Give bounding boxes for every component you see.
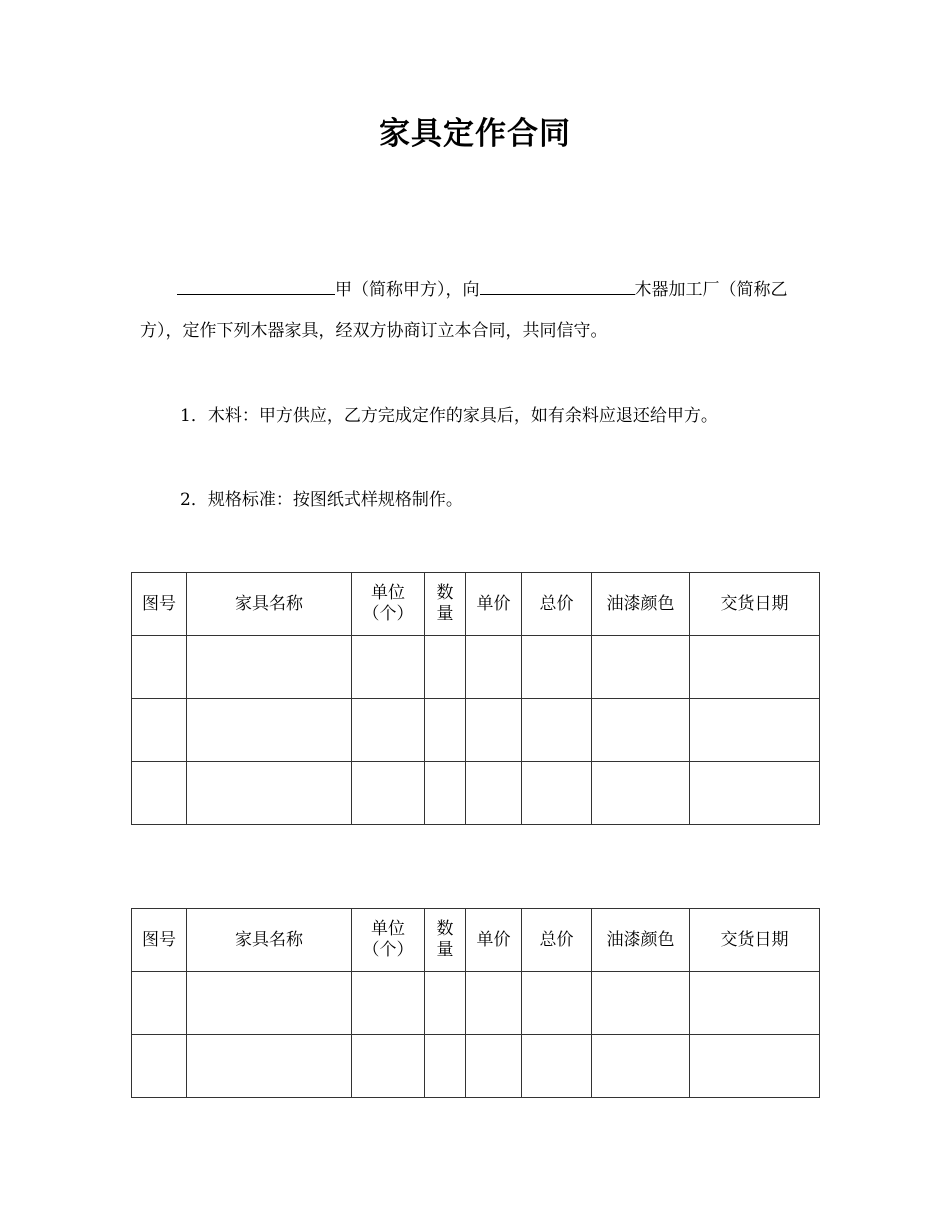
furniture-table-2 — [131, 908, 820, 1098]
header-total-price: 总价 — [522, 909, 592, 972]
table-row — [132, 972, 820, 1035]
table-header-row — [132, 573, 820, 636]
table-cell[interactable] — [132, 762, 187, 825]
header-unit — [352, 573, 425, 636]
header-unit-price: 单价 — [466, 909, 522, 972]
table-cell[interactable] — [466, 762, 522, 825]
table-cell[interactable] — [352, 762, 425, 825]
table-cell[interactable] — [187, 636, 352, 699]
table-header-row — [132, 909, 820, 972]
table-cell[interactable] — [132, 636, 187, 699]
header-quantity — [425, 909, 466, 972]
table-cell[interactable] — [592, 762, 690, 825]
table-row — [132, 762, 820, 825]
table-cell[interactable] — [592, 1035, 690, 1098]
table-row — [132, 699, 820, 762]
header-unit-line2: （个） — [362, 940, 414, 960]
table-cell[interactable] — [522, 762, 592, 825]
table-cell[interactable] — [352, 972, 425, 1035]
header-unit-line1: 单位 — [371, 583, 405, 603]
table-cell[interactable] — [352, 699, 425, 762]
header-total-price: 总价 — [522, 573, 592, 636]
table-row — [132, 636, 820, 699]
table-cell[interactable] — [187, 762, 352, 825]
table-cell[interactable] — [522, 699, 592, 762]
party-b-blank[interactable] — [480, 276, 635, 295]
table-cell[interactable] — [522, 636, 592, 699]
table-cell[interactable] — [132, 972, 187, 1035]
table-cell[interactable] — [466, 972, 522, 1035]
table-cell[interactable] — [352, 1035, 425, 1098]
header-unit-price: 单价 — [466, 573, 522, 636]
table-cell[interactable] — [466, 636, 522, 699]
party-a-label: 甲（简称甲方），向 — [335, 280, 480, 300]
table-cell[interactable] — [187, 972, 352, 1035]
header-unit-line1: 单位 — [371, 919, 405, 939]
table-cell[interactable] — [592, 636, 690, 699]
table-cell[interactable] — [132, 699, 187, 762]
table-cell[interactable] — [690, 1035, 820, 1098]
furniture-table-1 — [131, 572, 820, 825]
table-cell[interactable] — [690, 972, 820, 1035]
table-cell[interactable] — [690, 699, 820, 762]
table-cell[interactable] — [690, 762, 820, 825]
table-cell[interactable] — [425, 762, 466, 825]
header-paint-color: 油漆颜色 — [592, 909, 690, 972]
party-a-blank[interactable] — [177, 276, 335, 295]
table-cell[interactable] — [425, 636, 466, 699]
table-cell[interactable] — [690, 636, 820, 699]
header-unit — [352, 909, 425, 972]
header-drawing-no: 图号 — [132, 573, 187, 636]
table-cell[interactable] — [592, 972, 690, 1035]
table-cell[interactable] — [425, 972, 466, 1035]
header-qty-line1: 数 — [436, 919, 454, 939]
party-b-label: 木器加工厂（简称乙 — [634, 280, 788, 300]
table-cell[interactable] — [466, 699, 522, 762]
header-quantity — [425, 573, 466, 636]
table-cell[interactable] — [132, 1035, 187, 1098]
intro-line-2: 方），定作下列木器家具，经双方协商订立本合同，共同信守。 — [140, 321, 608, 341]
table-row — [132, 1035, 820, 1098]
clause-2: 2．规格标准：按图纸式样规格制作。 — [180, 490, 463, 510]
document-title: 家具定作合同 — [379, 116, 571, 152]
header-drawing-no: 图号 — [132, 909, 187, 972]
table-cell[interactable] — [522, 1035, 592, 1098]
table-cell[interactable] — [592, 699, 690, 762]
header-unit-line2: （个） — [362, 604, 414, 624]
intro-line-1 — [177, 276, 788, 302]
header-furniture-name: 家具名称 — [187, 573, 352, 636]
table-cell[interactable] — [352, 636, 425, 699]
header-delivery-date: 交货日期 — [690, 909, 820, 972]
header-qty-line1: 数 — [436, 583, 454, 603]
header-qty-line2: 量 — [436, 940, 454, 960]
header-delivery-date: 交货日期 — [690, 573, 820, 636]
table-cell[interactable] — [425, 1035, 466, 1098]
table-cell[interactable] — [466, 1035, 522, 1098]
table-cell[interactable] — [187, 699, 352, 762]
header-qty-line2: 量 — [436, 604, 454, 624]
table-cell[interactable] — [425, 699, 466, 762]
header-paint-color: 油漆颜色 — [592, 573, 690, 636]
table-cell[interactable] — [522, 972, 592, 1035]
table-cell[interactable] — [187, 1035, 352, 1098]
clause-1: 1．木料：甲方供应，乙方完成定作的家具后，如有余料应退还给甲方。 — [180, 406, 718, 426]
header-furniture-name: 家具名称 — [187, 909, 352, 972]
